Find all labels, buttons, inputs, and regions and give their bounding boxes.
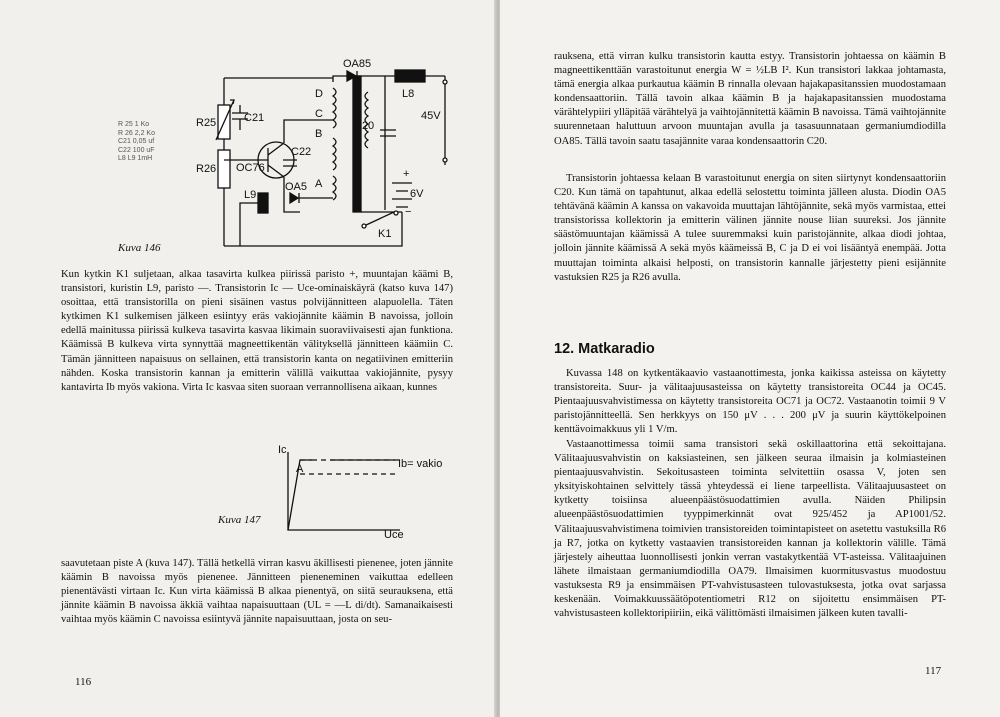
section-heading: 12. Matkaradio [554,341,655,357]
label-d: D [315,88,323,100]
label-6v: 6V [410,188,424,200]
figure-147-caption: Kuva 147 [218,514,261,526]
label-45v: 45V [421,110,441,122]
characteristic-curve-147 [0,430,496,550]
label-c21: C21 [244,112,265,124]
label-c: C [315,108,323,120]
circuit-diagram-146 [0,0,496,260]
figure-146-caption: Kuva 146 [118,242,161,254]
right-page [500,0,1000,717]
parts-list-item: C21 0,05 uf [118,138,155,145]
label-c20: C20 [354,120,375,132]
label-minus: − [405,206,412,218]
left-paragraph-2: saavutetaan piste A (kuva 147). Tällä hetkellä virran kasvu äkillisesti pienenee, joten jännite käämin B navoissa myös pienenee. Jännitteen pieneneminen vaikuttaa edelleen pienentävästi virtaan Ic. Kun virta käämissä B alkaa pienentyä, on siitä seurauksena, että jännite käämin B navoissa äkkiä vaihtaa napaisuuttaan (UL = —L di/dt). Samanaikaisesti vaihtaa myös käämin C navoissa esiintyvä jännite napaisuuttaan, josta on seu- [61,558,453,626]
label-r25: R25 [196,117,217,129]
label-k1: K1 [378,228,392,240]
label-plus: + [403,168,410,180]
label-l8: L8 [402,88,415,100]
label-r26: R26 [196,163,217,175]
page-number-right: 117 [925,665,942,677]
label-oa85: OA85 [343,58,372,70]
label-a: A [315,178,323,190]
right-paragraph-3: Kuvassa 148 on kytkentäkaavio vastaanottimesta, jonka kaikissa asteissa on käytetty transistoreita. Suur- ja välitaajuusasteissa on käytetty transistoreita OC44 ja OC45. Pientaajuusvahvistimessa on käytetty transistoreita OC71 ja OC72. Vastaanotin toimii 9 V paristojännitteellä. Sen herkkyys on 150 μV . . . 200 μV ja suurin käyttökelpoinen kenttävoimakkuus yli 1 V/m. [554,368,946,436]
axis-label-uce: Uce [384,529,404,541]
label-oa5: OA5 [285,181,308,193]
label-l9: L9 [244,189,257,201]
left-page [0,0,496,717]
curve-label-ib: Ib= vakio [398,458,443,470]
parts-list-item: R 26 2,2 Ko [118,129,155,137]
point-label-a: A [296,463,304,475]
parts-list-item: R 25 1 Ko [118,121,150,128]
right-paragraph-4: Vastaanottimessa toimii sama transistori sekä oskillaattorina että sekoittajana. Välitaajuusvahvistin on kaksiasteinen, sen jälkeen seuraa ilmaisin ja kolmiasteinen pientaajuusvahvistin. Sekoitusasteen toiminta selvitettiin osassa V, joten sen yksityiskohtainen selvittely tässä yhteydessä ei liene tarpeellista. Välitaajuusasteet on kytketty toisiinsa alueenpäästösuodattimien avulla. Näiden Philipsin alueenpäästösuodattimien tyyppimerkinnät ovat 925/452 ja AP1001/52. Välitaajuusvahvistimena toimivien transistoreiden toimintapisteet on asetettu vastuksilla R6 ja R7, jotka on kytketty vastaavien transistoreiden kannan ja kollektorin välille. Tämä järjestely aiheuttaa luonnollisesti jonkin verran vastakytkentää VT-asteissa. Välitaajuinen lähete ilmaistaan germaniumdiodilla OA79. Ilmaisimen kuormitusvastus muodostuu vastuksesta R9 ja ensimmäisen PT-vahvistusasteen tulovastuksesta, jotka ovat sarjassa keskenään. Voimakkuussäätöpotentiometri R12 on sijoitettu ensimmäisen PT-vahvistusasteen kollektoripiiriin, eikä välittömästi ilmaisimen jälkeen kuten tavalli- [554,439,946,620]
left-paragraph-1: Kun kytkin K1 suljetaan, alkaa tasavirta kulkea piirissä paristo +, muuntajan käämi B, transistori, kuristin L9, paristo —. Transistorin Ic — Uce-ominaiskäyrä (katso kuva 147) osoittaa, että transistorilla on pieni sisäinen vastus polvijännitteen alapuolella. Täten kytkimen K1 sulkemisen jälkeen esiintyy eräs vakiojännite käämin B navoissa, jolloin edellä mainitussa piirissä kulkeva tasavirta kasvaa likimain suoraviivaisesti ajan funktiona. Käämissä B kulkeva virta synnyttää magneettikentän välityksellä jännitteen käämiin C. Tämän jännitteen napaisuus on sellainen, että transistorin kanta on negatiivinen emitteriin nähden. Koska transistorin kannan ja emitterin välillä vaikuttaa vakiojännite, pysyy kantavirta Ib myös vakiona. Virta Ic kasvaa siten suoraan verrannollisena aikaan, kunnes [61,269,453,393]
label-c22: C22 [291,146,312,158]
right-paragraph-1: rauksena, että virran kulku transistorin kautta estyy. Transistorin johtaessa on käämin B magneettikenttään varastoitunut energia W = ½LB I². Kun transistori lakkaa johtamasta, tämä energia alkaa purkautua käämin B rinnalla olevaan hajakapasitanssien muodostamaan kondensaattoriin. Tällä tavoin alkaa käämin B ja hajakapasitanssien muodostama värähtelypiiri ylläpitää värähtelyä ja vaihtojännitettä käämin B navoissa. Tämä vaihtojännite suurennetaan haluttuun arvoon muuntajan avulla ja tasasuunnataan germaniumdiodilla OA85. Tällä tavoin saatu tasajännite varaa kondensaattorin C20. [554,51,946,147]
parts-list-item: C22 100 uF [118,146,155,154]
parts-list-item: L8 L9 1mH [118,155,153,162]
label-b: B [315,128,323,140]
axis-label-ic: Ic [278,444,287,456]
page-number-left: 116 [75,676,92,688]
label-oc76: OC76 [236,162,265,174]
right-paragraph-2: Transistorin johtaessa kelaan B varastoitunut energia on siten siirtynyt kondensaattoriin C20. Kun tämä on tapahtunut, alkaa edellä selostettu toiminta jälleen alusta. Diodin OA5 tehtävänä käämin A kanssa on vakavoida muuttajan lähtöjännite, sekä myös varmistaa, ettei transistorissa kollektorin ja emitterin välinen jännite nouse liian suureksi. Jos jännite säästömuuntajan käämissä A tulee suuremmaksi kuin paristojännite, alkaa diodi johtaa, jolloin jännite käämissä A sekä myös käämeissä B, C ja D ei voi lisääntyä enempää. Jotta muuttajan toiminta alkaisi helposti, on transistorin kannalle järjestetty pieni esijännite vastuksien R25 ja R26 avulla. [554,173,946,283]
